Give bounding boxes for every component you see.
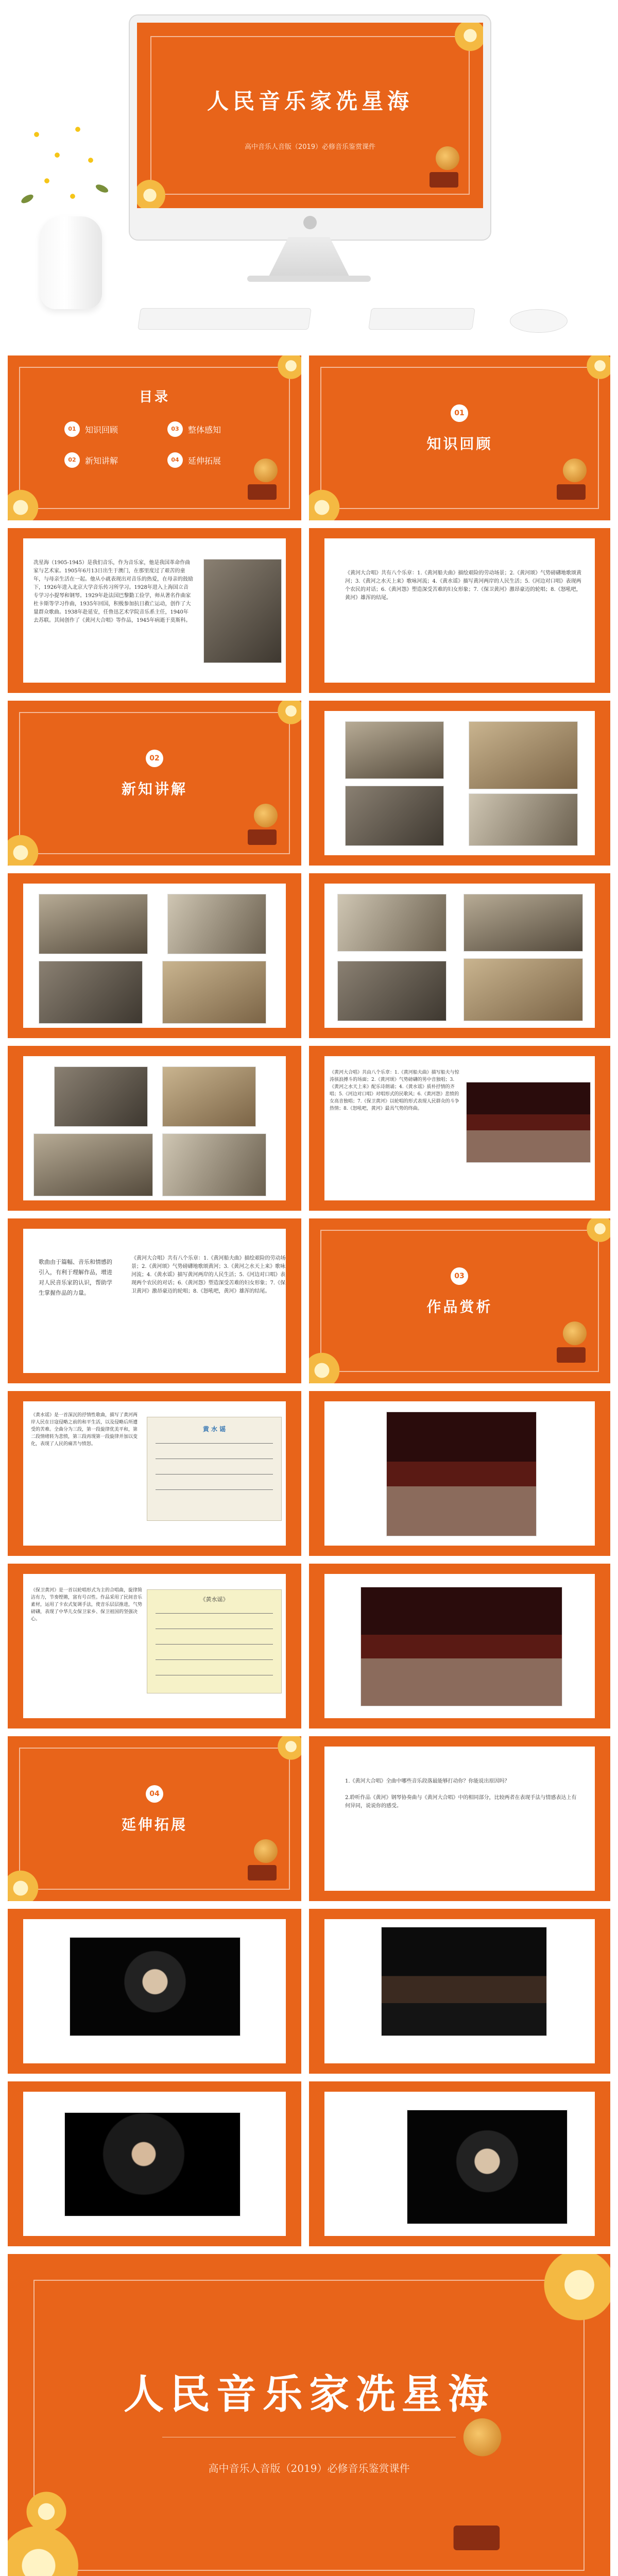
performance-photo xyxy=(466,1082,591,1163)
slide-toc xyxy=(8,355,301,520)
cover-subtitle: 高中音乐人音版（2019）必修音乐鉴赏课件 xyxy=(208,2462,410,2475)
slide-photos-4 xyxy=(8,1046,301,1211)
choir-photo xyxy=(360,1587,562,1706)
score-caption: 《黄水谣》 xyxy=(200,1596,229,1603)
slide-section-02 xyxy=(8,701,301,866)
toc-item-2[interactable] xyxy=(64,452,118,468)
historic-photo xyxy=(162,1066,256,1127)
monitor-stand-foot xyxy=(247,276,371,282)
intro-text: 歌曲由于篇幅、音乐和情感的引入，有利于理解作品，增进对人民音乐家的认识，帮助学生掌握作品的力量。 xyxy=(39,1259,112,1296)
slide-review xyxy=(309,528,610,693)
toc-num: 03 xyxy=(167,421,183,437)
slide-section-03 xyxy=(309,1218,610,1383)
section-number: 02 xyxy=(146,750,163,767)
historic-photo xyxy=(39,961,143,1024)
review-text: 《黄河大合唱》共有八个乐章：1.《黄河船夫曲》描绘艰险的劳动场景；2.《黄河颂》气势磅礴地歌颂黄河；3.《黄河之水天上来》歌咏河流；4.《黄水谣》描写黄河两岸的人民生活；5.《河边对口唱》表现两个农民的对话；6.《黄河怨》塑造深受苦难的妇女形象；7.《保卫黄河》激昂豪迈的轮唱；8.《怒吼吧，黄河》雄浑的结尾。 xyxy=(345,570,582,601)
gramophone-icon xyxy=(449,2418,564,2550)
toc-label: 延伸拓展 xyxy=(188,455,221,466)
slide-section-01 xyxy=(309,355,610,520)
monitor-chin xyxy=(130,210,490,240)
daisy-decoration xyxy=(72,124,83,135)
slide-frame xyxy=(150,36,470,195)
review-text: 《黄河大合唱》共有八个乐章：1.《黄河船夫曲》描绘艰险的劳动场景；2.《黄河颂》气势磅礴地歌颂黄河；3.《黄河之水天上来》歌咏河流；4.《黄水谣》描写黄河两岸的人民生活；5.《河边对口唱》表现两个农民的对话；6.《黄河怨》塑造深受苦难的妇女形象；7.《保卫黄河》激昂豪迈的轮唱；8.《怒吼吧，黄河》雄浑的结尾。 xyxy=(131,1256,286,1294)
slide-movements xyxy=(309,1046,610,1211)
flower-ornament xyxy=(23,2488,70,2535)
slide-performance-1 xyxy=(309,1391,610,1556)
historic-photo xyxy=(345,721,444,779)
conductor-photo xyxy=(407,2110,568,2224)
slide-video-1 xyxy=(8,1909,301,2074)
historic-photo xyxy=(54,1066,148,1127)
cover-slide-preview xyxy=(137,23,483,208)
conductor-photo xyxy=(70,1937,241,2036)
slide-section-04 xyxy=(8,1736,301,1901)
vase-decoration xyxy=(40,216,102,309)
historic-photo xyxy=(337,961,447,1021)
slide-photos-3 xyxy=(309,873,610,1038)
toc-item-1[interactable] xyxy=(64,421,118,437)
gramophone-icon xyxy=(245,459,281,500)
historic-photo xyxy=(464,894,583,952)
slide-photos-2 xyxy=(8,873,301,1038)
historic-photo xyxy=(464,958,583,1021)
section-title: 延伸拓展 xyxy=(121,1816,187,1833)
section-number: 03 xyxy=(451,1267,468,1285)
daisy-decoration xyxy=(31,129,42,140)
daisy-decoration xyxy=(67,191,78,202)
monitor-stand xyxy=(268,237,350,278)
gramophone-icon xyxy=(426,146,462,188)
analysis-text: 《黄水谣》是一首深沉的抒情性歌曲，描写了黄河两岸人民在日寇侵略之前的和平生活，以及侵略后所遭受的苦难。全曲分为三段，第一段旋律优美平和，第二段情绪转为悲愤，第三段再现第一段旋律并加以变化，表现了人民的痛苦与愤怒。 xyxy=(31,1413,138,1447)
gramophone-icon xyxy=(554,459,590,500)
historic-photo xyxy=(469,721,578,789)
slide-video-4 xyxy=(309,2081,610,2246)
apple-logo-icon xyxy=(303,216,317,229)
keyboard xyxy=(138,308,312,330)
historic-photo xyxy=(337,894,447,952)
daisy-decoration xyxy=(41,175,53,187)
orchestra-photo xyxy=(381,1927,547,2036)
historic-photo xyxy=(469,793,578,846)
daisy-decoration xyxy=(52,149,63,161)
historic-photo xyxy=(162,1133,266,1196)
historic-photo xyxy=(345,786,444,846)
toc-num: 02 xyxy=(64,452,80,468)
toc-label: 新知讲解 xyxy=(85,455,118,466)
leaf-decoration xyxy=(20,193,35,205)
historic-photo xyxy=(162,961,266,1024)
slide-video-2 xyxy=(309,1909,610,2074)
toc-num: 04 xyxy=(167,452,183,468)
toc-item-3[interactable] xyxy=(167,421,221,437)
historic-photo xyxy=(167,894,266,954)
slide-closing-cover xyxy=(8,2254,610,2576)
historic-photo xyxy=(33,1133,153,1196)
historic-photo xyxy=(39,894,148,954)
section-title: 知识回顾 xyxy=(426,435,493,452)
analysis-text: 《保卫黄河》是一首以轮唱形式为主的合唱曲，旋律简洁有力，节奏铿锵，富有号召性。作品采用了民间音乐素材，运用了卡农式复调手法，使音乐层层推进，气势磅礴，表现了中华儿女保卫家乡、保卫祖国的坚强决心。 xyxy=(31,1588,143,1622)
choir-photo xyxy=(386,1412,537,1536)
conductor-photo xyxy=(64,2112,241,2216)
cover-title: 人民音乐家冼星海 xyxy=(207,89,413,114)
monitor-mockup xyxy=(129,14,491,241)
section-title: 作品赏析 xyxy=(426,1298,493,1315)
movements-text: 《黄河大合唱》共由八个乐章：1.《黄河船夫曲》描写船夫与惊涛骇浪搏斗的场面；2.《黄河颂》气势磅礴的男中音独唱；3.《黄河之水天上来》配乐诗朗诵；4.《黄水谣》质朴抒情的齐唱；5.《河边对口唱》对唱形式的民歌风；6.《黄河怨》悲愤的女高音独唱；7.《保卫黄河》以轮唱的形式表现人民群众的斗争热情；8.《怒吼吧，黄河》最具气势的终曲。 xyxy=(330,1070,459,1111)
question-text: 1.《黄河大合唱》全曲中哪些音乐段落最能够打动你？你能说出原因吗？ 2.聆听作品《黄河》钢琴协奏曲与《黄河大合唱》中的相同部分，比较两者在表现手法与情感表达上有何异同，说说你的感受。 xyxy=(345,1778,577,1809)
slide-bio xyxy=(8,528,301,693)
portrait-photo xyxy=(203,559,282,663)
bio-text: 冼星海（1905-1945）是我们音乐，作为音乐家，他是我国革命作曲家与艺术家。1905年6月13日出生于澳门，在那里度过了艰苦的童年，与母亲生活在一起。他从小就表现出对音乐的热爱，在母亲的鼓励下，1926年进入北京大学音乐传习所学习。1928年进入上海国立音专学习小提琴和钢琴。1929年赴法国巴黎勤工俭学，师从著名作曲家杜卡斯等学习作曲，1935年回国，积极参加抗日救亡运动，创作了大量群众歌曲。1938年赴延安，任鲁迅艺术学院音乐系主任，1940年去苏联。其间创作了《黄河大合唱》等作品，1945年病逝于莫斯科。 xyxy=(33,560,193,623)
toc-label: 知识回顾 xyxy=(85,425,118,435)
sheet-music xyxy=(147,1417,282,1521)
slide-question xyxy=(309,1736,610,1901)
slide-analysis-2 xyxy=(8,1564,301,1728)
slide-performance-2 xyxy=(309,1564,610,1728)
leaf-decoration xyxy=(95,183,110,194)
cover-title: 人民音乐家冼星海 xyxy=(123,2371,494,2418)
slide-analysis-1 xyxy=(8,1391,301,1556)
section-title: 新知讲解 xyxy=(121,781,187,798)
slide-intro xyxy=(8,1218,301,1383)
slide-video-3 xyxy=(8,2081,301,2246)
gramophone-icon xyxy=(554,1321,590,1363)
section-number: 01 xyxy=(451,404,468,422)
gramophone-icon xyxy=(245,804,281,845)
score-title: 黄 水 谣 xyxy=(202,1426,226,1433)
section-number: 04 xyxy=(146,1785,163,1803)
cover-subtitle: 高中音乐人音版（2019）必修音乐鉴赏课件 xyxy=(244,143,376,151)
toc-num: 01 xyxy=(64,421,80,437)
keyboard-numpad xyxy=(368,308,475,330)
toc-label: 整体感知 xyxy=(188,425,221,435)
daisy-decoration xyxy=(85,155,96,166)
toc-item-4[interactable] xyxy=(167,452,221,468)
mouse xyxy=(510,309,568,333)
toc-title: 目录 xyxy=(139,389,170,405)
sheet-music xyxy=(147,1589,282,1693)
gramophone-icon xyxy=(245,1839,281,1880)
slide-photos-1 xyxy=(309,701,610,866)
